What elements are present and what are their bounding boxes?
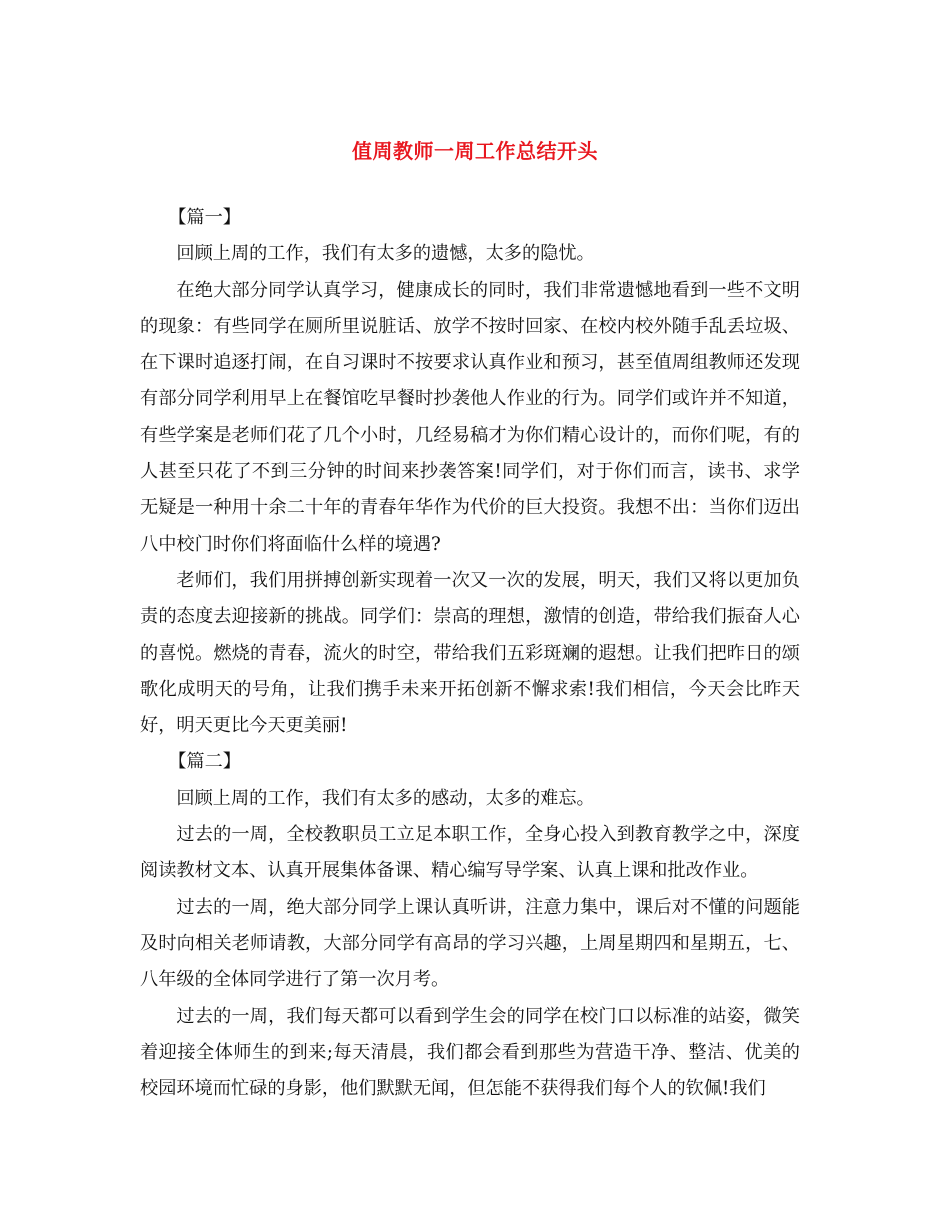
paragraph: 过去的一周，我们每天都可以看到学生会的同学在校门口以标准的站姿，微笑着迎接全体师生的到来;每天清晨，我们都会看到那些为营造干净、整洁、优美的校园环境而忙碌的身影，他们默默无闻，但怎能不获得我们每个人的钦佩!我们 — [140, 1005, 800, 1100]
section-heading: 【篇一】 — [168, 207, 241, 228]
paragraph: 回顾上周的工作，我们有太多的遗憾，太多的隐忧。 — [176, 243, 595, 265]
section-heading: 【篇二】 — [168, 751, 241, 773]
paragraph: 在绝大部分同学认真学习，健康成长的同时，我们非常遗憾地看到一些不文明的现象：有些同学在厕所里说脏话、放学不按时回家、在校内校外随手乱丢垃圾、在下课时追逐打闹，在自习课时不按要求认真作业和预习，甚至值周组教师还发现有部分同学利用早上在餐馆吃早餐时抄袭他人作业的行为。同学们或许并不知道，有些学案是老师们花了几个小时，几经易稿才为你们精心设计的，而你们呢，有的人甚至只花了不到三分钟的时间来抄袭答案!同学们，对于你们而言，读书、求学无疑是一种用十余二十年的青春年华作为代价的巨大投资。我想不出：当你们迈出八中校门时你们将面临什么样的境遇? — [140, 279, 800, 555]
paragraph: 过去的一周，绝大部分同学上课认真听讲，注意力集中，课后对不懂的问题能及时向相关老师请教，大部分同学有高昂的学习兴趣，上周星期四和星期五，七、八年级的全体同学进行了第一次月考。 — [140, 896, 800, 991]
document-body — [140, 200, 800, 1107]
paragraph: 过去的一周，全校教职员工立足本职工作，全身心投入到教育教学之中，深度阅读教材文本、认真开展集体备课、精心编写导学案、认真上课和批改作业。 — [140, 824, 800, 882]
section-1 — [140, 200, 800, 744]
paragraph: 老师们，我们用拼搏创新实现着一次又一次的发展，明天，我们又将以更加负责的态度去迎接新的挑战。同学们：崇高的理想，激情的创造，带给我们振奋人心的喜悦。燃烧的青春，流火的时空，带给我们五彩斑斓的遐想。让我们把昨日的颂歌化成明天的号角，让我们携手未来开拓创新不懈求索!我们相信，今天会比昨天好，明天更比今天更美丽! — [140, 569, 800, 737]
document-title: 值周教师一周工作总结开头 — [352, 139, 598, 163]
paragraph: 回顾上周的工作，我们有太多的感动，太多的难忘。 — [176, 787, 595, 809]
section-2 — [140, 744, 800, 1107]
